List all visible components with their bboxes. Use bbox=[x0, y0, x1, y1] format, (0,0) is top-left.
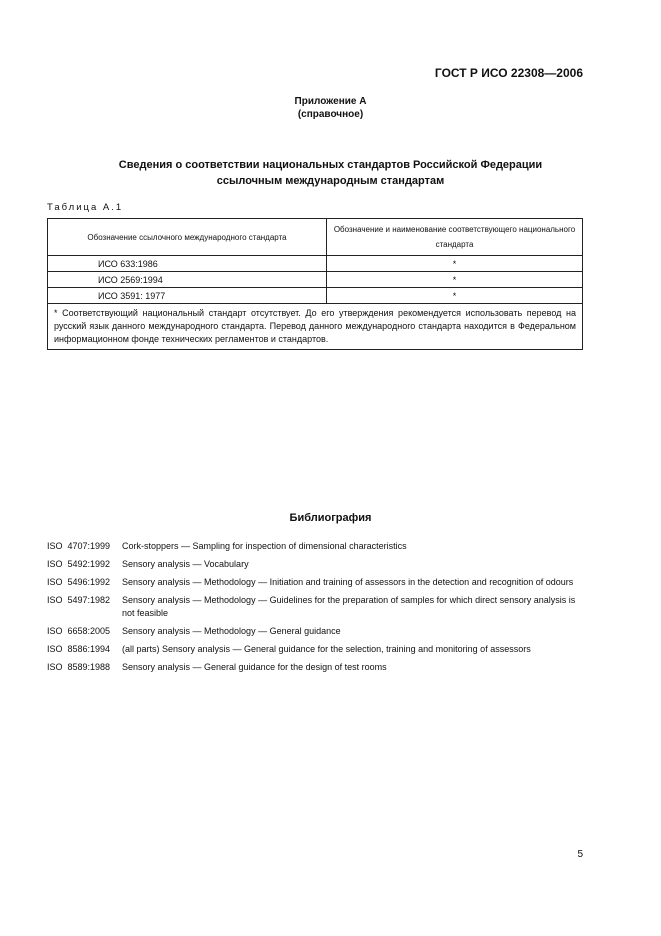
bibliography-number: ISO 4707:1999 bbox=[47, 541, 111, 551]
bibliography-number: ISO 8589:1988 bbox=[47, 662, 111, 672]
bibliography-text: Sensory analysis — Methodology — Initiation and training of assessors in the detection and recognition of odours bbox=[122, 577, 574, 587]
table-footnote-row bbox=[48, 304, 583, 350]
bibliography-number: ISO 5497:1982 bbox=[47, 595, 111, 605]
bibliography-text: Sensory analysis — Vocabulary bbox=[122, 559, 249, 569]
national-standard-cell: * bbox=[327, 288, 583, 304]
table-label: Таблица А.1 bbox=[47, 202, 124, 213]
bibliography-item bbox=[47, 625, 583, 638]
bibliography-item bbox=[47, 576, 583, 589]
bibliography-title: Библиография bbox=[289, 512, 372, 524]
section-title-line-2: ссылочным международным стандартам bbox=[216, 175, 445, 187]
national-standard-cell: * bbox=[327, 272, 583, 288]
bibliography-item bbox=[47, 594, 583, 620]
table-row bbox=[48, 288, 583, 304]
header-intl-standard: Обозначение ссылочного международного стандарта bbox=[48, 219, 327, 256]
table-row bbox=[48, 256, 583, 272]
header-national-standard: Обозначение и наименование соответствующего национального стандарта bbox=[327, 219, 583, 256]
bibliography-text: Sensory analysis — General guidance for the design of test rooms bbox=[122, 662, 387, 672]
intl-standard-cell: ИСО 2569:1994 bbox=[48, 272, 327, 288]
intl-standard-cell: ИСО 3591: 1977 bbox=[48, 288, 327, 304]
bibliography-list bbox=[47, 540, 583, 679]
section-title bbox=[0, 157, 661, 189]
bibliography-item bbox=[47, 643, 583, 656]
bibliography-text: Sensory analysis — Methodology — Guidelines for the preparation of samples for which direct sensory analysis is not feasible bbox=[122, 595, 576, 618]
correspondence-table bbox=[47, 218, 583, 350]
document-code: ГОСТ Р ИСО 22308—2006 bbox=[434, 66, 583, 80]
table-footnote: * Соответствующий национальный стандарт отсутствует. До его утверждения рекомендуется использовать перевод на русский язык данного международного стандарта. Перевод данного международного стандарта находится в Федеральном информационном фонде технических регламентов и стандартов. bbox=[48, 304, 583, 350]
bibliography-item bbox=[47, 558, 583, 571]
page-number: 5 bbox=[577, 849, 583, 860]
bibliography-text: Sensory analysis — Methodology — General guidance bbox=[122, 626, 341, 636]
annex-subtitle: (справочное) bbox=[297, 109, 364, 120]
bibliography-text: Cork-stoppers — Sampling for inspection of dimensional characteristics bbox=[122, 541, 407, 551]
national-standard-cell: * bbox=[327, 256, 583, 272]
bibliography-item bbox=[47, 540, 583, 553]
intl-standard-cell: ИСО 633:1986 bbox=[48, 256, 327, 272]
bibliography-number: ISO 6658:2005 bbox=[47, 626, 111, 636]
bibliography-number: ISO 8586:1994 bbox=[47, 644, 111, 654]
table-row bbox=[48, 272, 583, 288]
bibliography-item bbox=[47, 661, 583, 674]
bibliography-number: ISO 5492:1992 bbox=[47, 559, 111, 569]
section-title-line-1: Сведения о соответствии национальных стандартов Российской Федерации bbox=[118, 159, 543, 171]
bibliography-number: ISO 5496:1992 bbox=[47, 577, 111, 587]
bibliography-text: (all parts) Sensory analysis — General guidance for the selection, training and monitoring of assessors bbox=[122, 644, 531, 654]
annex-title: Приложение А bbox=[294, 96, 367, 107]
table-header-row bbox=[48, 219, 583, 256]
annex-heading bbox=[0, 95, 661, 121]
